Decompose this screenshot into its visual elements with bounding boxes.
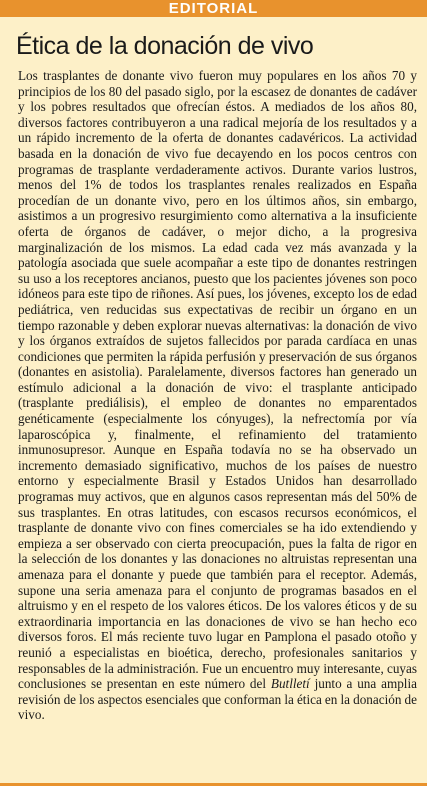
journal-name: Butlletí: [270, 676, 310, 692]
article-body-main: Los trasplantes de donante vivo fueron muy populares en los años 70 y principios de los 80 del pasado siglo, por la escasez de donantes de cadáver y los pobres resultados que ofrecían éstos. A mediados de los años 80, diversos factores contribuyeron a una radical mejoría de los resultados y a un rápido incremento de la oferta de donantes cadavéricos. La actividad basada en la donación de vivo fue decayendo en los pocos centros con programas de trasplante verdaderamente activos. Durante varios lustros, menos del 1% de todos los trasplantes renales realizados en España procedían de un donante vivo, pero en los últimos años, sin embargo, asistimos a un progresivo resurgimiento como alternativa a la insuficiente oferta de órganos de cadáver, o mejor dicho, a la progresiva marginalización de los mismos. La edad cada vez más avanzada y la patología asociada que suele acompañar a este tipo de donantes restringen su uso a los receptores ancianos, puesto que los pacientes jóvenes son poco idóneos para este tipo de riñones. Así pues, los jóvenes, excepto los de edad pediátrica, ven reducidas sus expectativas de recibir un órgano en un tiempo razonable y deben explorar nuevas alternativas: la donación de vivo y los órganos extraídos de sujetos fallecidos por parada cardíaca en unas condiciones que permiten la rápida perfusión y preservación de sus órganos (donantes en asistolia). Paralelamente, diversos factores han generado un estímulo adicional a la donación de vivo: el trasplante anticipado (trasplante prediálisis), el empleo de donantes no emparentados genéticamente (especialmente los cónyuges), la nefrectomía por vía laparoscópica y, finalmente, el refinamiento del tratamiento inmunosupresor. Aunque en España todavía no se ha observado un incremento demasiado significativo, muchos de los países de nuestro entorno y especialmente Brasil y Estados Unidos han desarrollado programas muy activos, que en algunos casos representan más del 50% de sus trasplantes. En otras latitudes, con escasos recursos económicos, el trasplante de donante vivo con fines comerciales se ha ido extendiendo y empieza a ser observado con cierta preocupación, pues la falta de rigor en la selección de los donantes y las donaciones no altruistas representan una amenaza para el donante y puede que también para el receptor. Además, supone una seria amenaza para el conjunto de programas basados en el altruismo y en el respeto de los valores éticos. De los valores éticos y de su extraordinaria importancia en las donaciones de vivo se han hecho eco diversos foros. El más reciente tuvo lugar en Pamplona el pasado otoño y reunió a especialistas en bioética, derecho, profesionales sanitarios y responsables de la administración. Fue un encuentro muy interesante, cuyas conclusiones se presentan en este número del: [18, 68, 417, 692]
article-body-end: junto a una amplia revisión de los aspectos esenciales que conforman la ética en la donación de vivo.: [18, 676, 417, 723]
section-label: EDITORIAL: [168, 0, 259, 17]
article-title: Ética de la donación de vivo: [16, 32, 314, 60]
section-header-bar: [0, 0, 427, 17]
article-body: [18, 68, 417, 723]
